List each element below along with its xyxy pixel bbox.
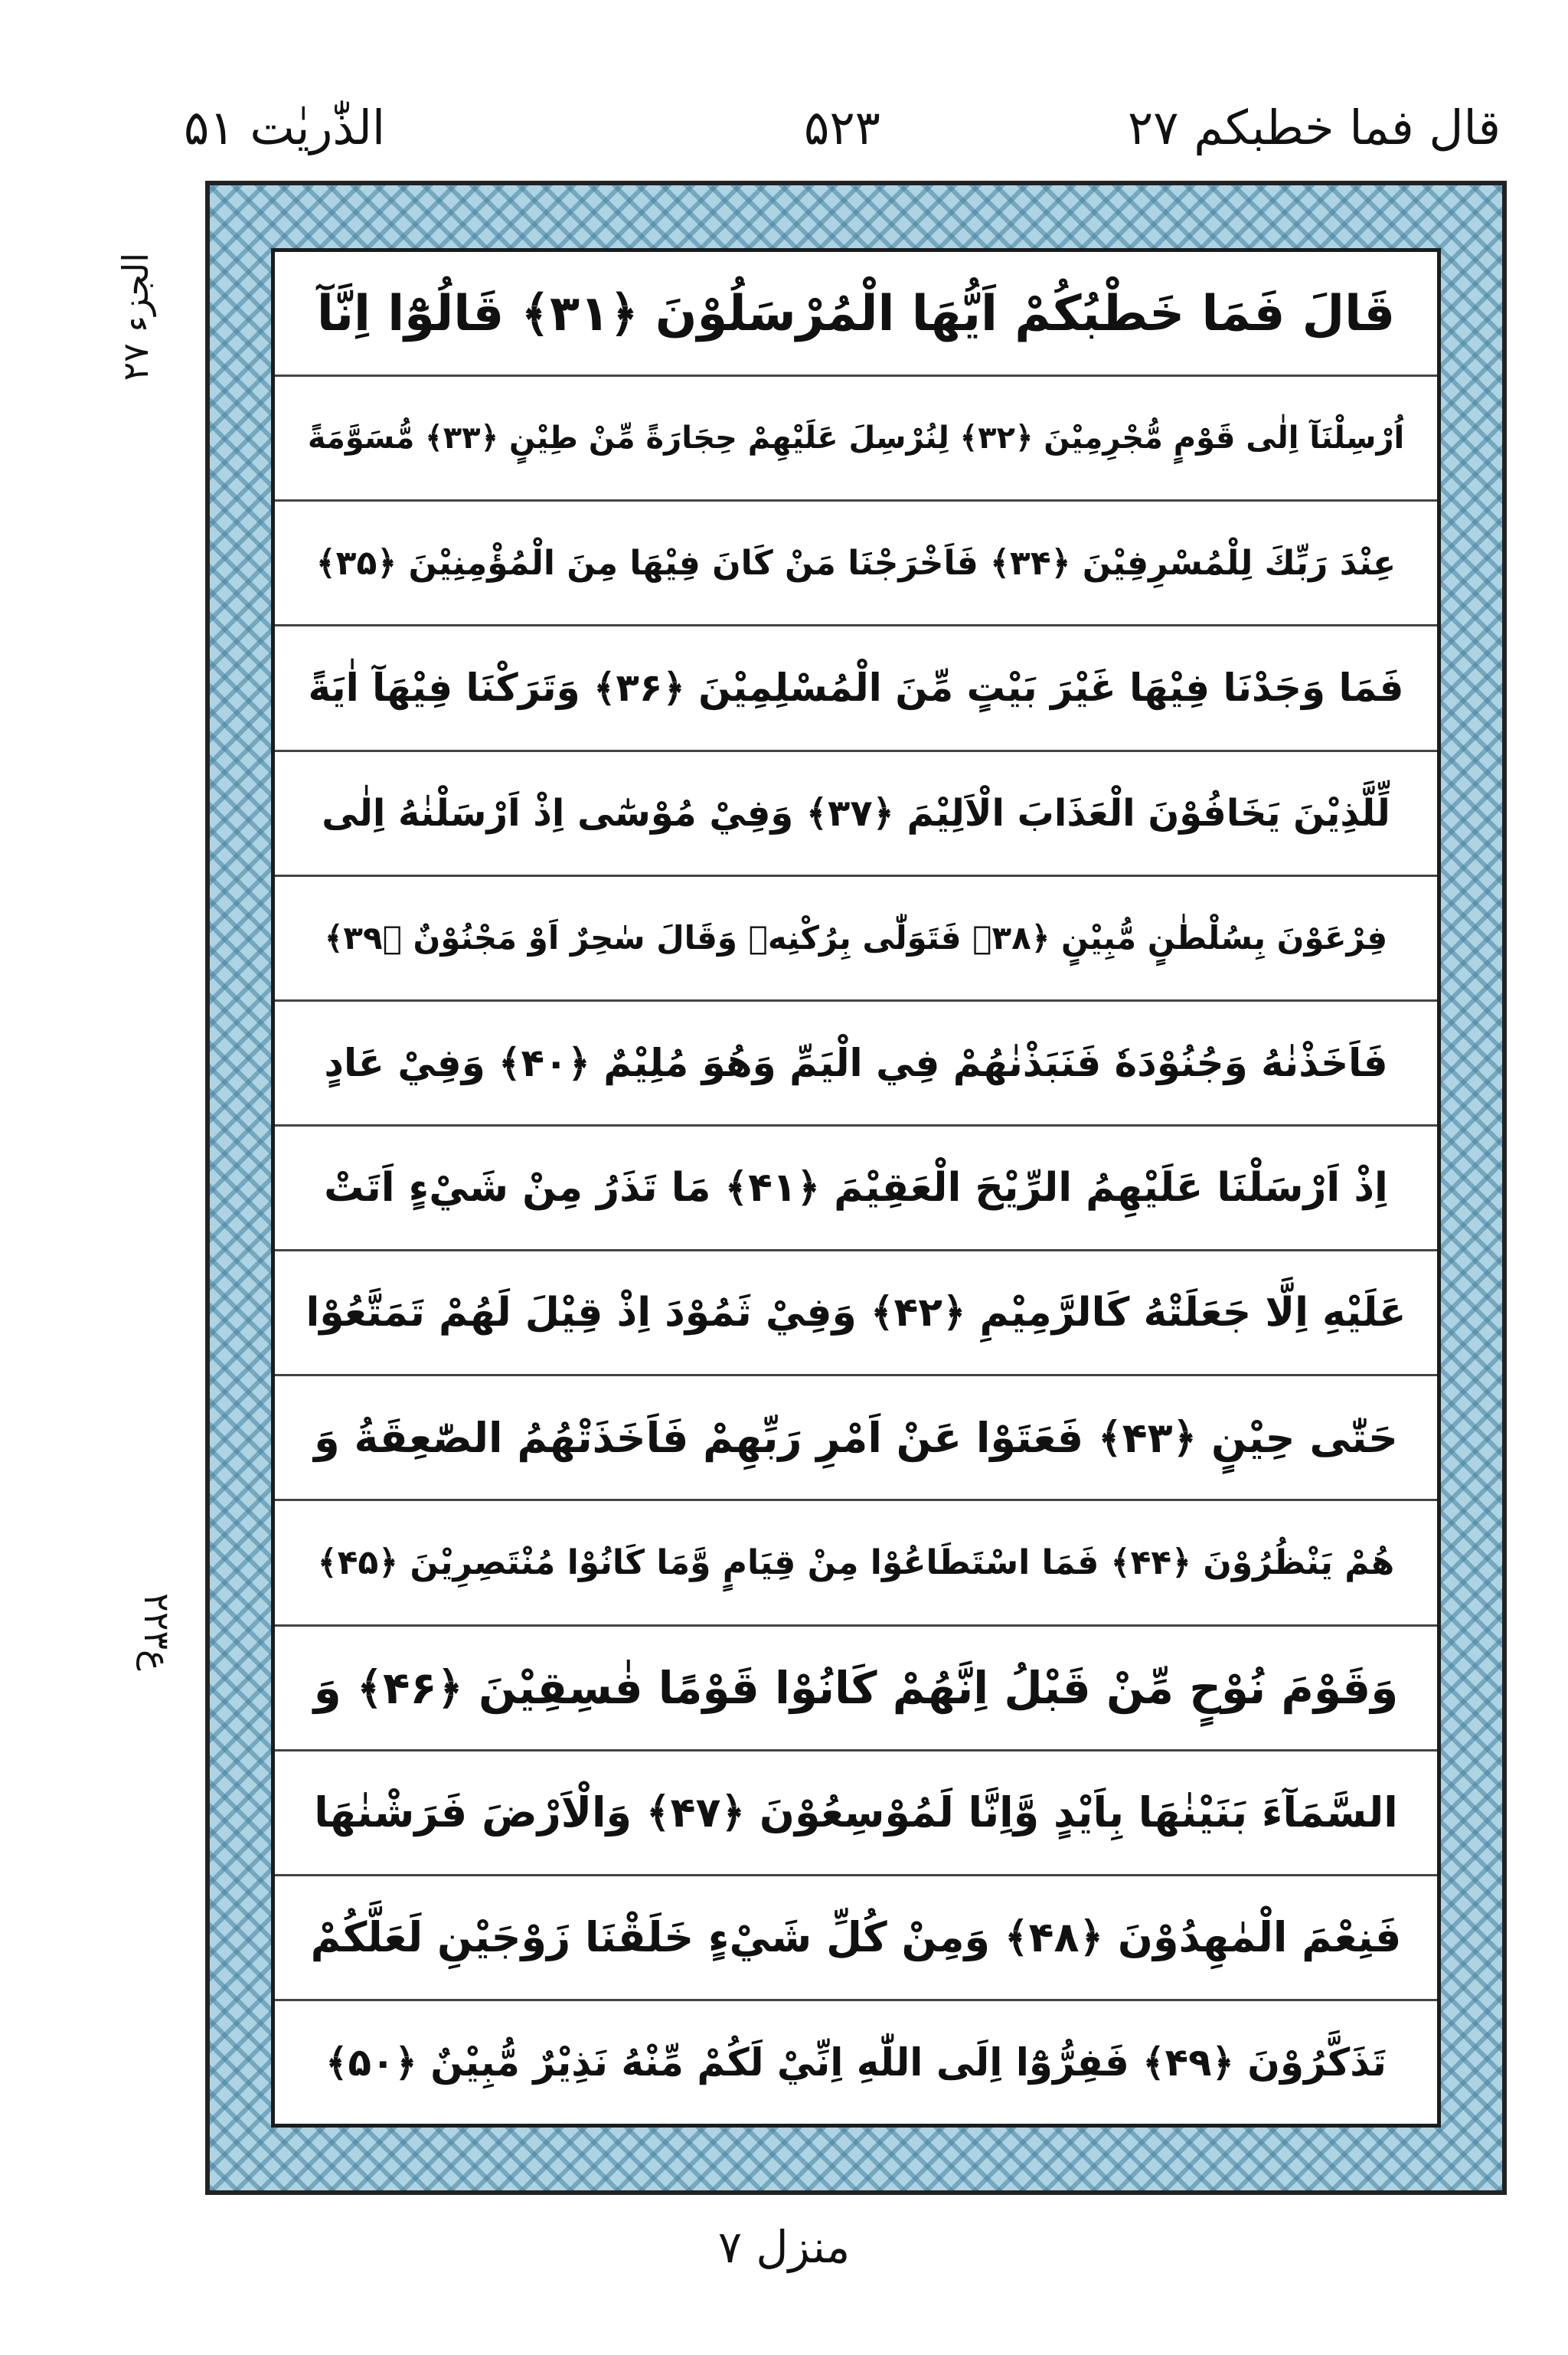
verse-line: اُرْسِلْنَآ اِلٰى قَوْمٍ مُّجْرِمِيْنَ ﴿۳۲﴾ لِنُرْسِلَ عَلَيْهِمْ حِجَارَةً مِّنْ طِيْنٍ ﴿۳۳﴾ مُّسَوَّمَةً — [275, 377, 1437, 502]
verse-line: فَاَخَذْنٰهُ وَجُنُوْدَهٗ فَنَبَذْنٰهُمْ فِي الْيَمِّ وَهُوَ مُلِيْمٌ ﴿۴۰﴾ وَفِيْ عَادٍ — [275, 1002, 1437, 1127]
quran-text-panel — [271, 248, 1441, 2128]
verse-line: فِرْعَوْنَ بِسُلْطٰنٍ مُّبِيْنٍ ﴿۳۸﴾ فَتَوَلّٰى بِرُكْنِهٖ وَقَالَ سٰحِرٌ اَوْ مَجْنُوْنٌ ﴿۳۹﴾ — [275, 877, 1437, 1002]
verse-line: تَذَكَّرُوْنَ ﴿۴۹﴾ فَفِرُّوْٓا اِلَى اللّٰهِ اِنِّيْ لَكُمْ مِّنْهُ نَذِيْرٌ مُّبِيْنٌ ﴿۵۰﴾ — [325, 2040, 1387, 2085]
ruku-marker: ۲ع۲۳ — [136, 1593, 178, 1671]
juz-title: قال فما خطبکم ۲۷ — [1127, 100, 1501, 155]
verse-line: السَّمَآءَ بَنَيْنٰهَا بِاَيْدٍ وَّاِنَّا لَمُوْسِعُوْنَ ﴿۴۷﴾ وَالْاَرْضَ فَرَشْنٰهَا — [275, 1752, 1437, 1876]
verse-line: قَالَ فَمَا خَطْبُكُمْ اَيُّهَا الْمُرْسَلُوْنَ ﴿۳۱﴾ قَالُوْٓا اِنَّآ — [275, 252, 1437, 377]
verse-line: هُمْ يَنْظُرُوْنَ ﴿۴۴﴾ فَمَا اسْتَطَاعُوْا مِنْ قِيَامٍ وَّمَا كَانُوْا مُنْتَصِرِيْنَ ﴿۴۵﴾ — [275, 1501, 1437, 1626]
verse-line: عَلَيْهِ اِلَّا جَعَلَتْهُ كَالرَّمِيْمِ ﴿۴۲﴾ وَفِيْ ثَمُوْدَ اِذْ قِيْلَ لَهُمْ تَمَتَّعُوْا — [275, 1251, 1437, 1376]
verse-line: اِذْ اَرْسَلْنَا عَلَيْهِمُ الرِّيْحَ الْعَقِيْمَ ﴿۴۱﴾ مَا تَذَرُ مِنْ شَيْءٍ اَتَتْ — [275, 1127, 1437, 1251]
manzil-footer: منزل ۷ — [717, 2221, 851, 2273]
page-header — [184, 100, 1501, 176]
juz-marker: الجزء ۲۷ — [115, 253, 156, 381]
surah-title: الذّٰریٰت ۵۱ — [184, 100, 386, 155]
verse-line: لِّلَّذِيْنَ يَخَافُوْنَ الْعَذَابَ الْاَلِيْمَ ﴿۳۷﴾ وَفِيْ مُوْسٰٓى اِذْ اَرْسَلْنٰهُ اِلٰى — [275, 752, 1437, 877]
ornamental-border — [205, 181, 1507, 2195]
verse-line: حَتّٰى حِيْنٍ ﴿۴۳﴾ فَعَتَوْا عَنْ اَمْرِ رَبِّهِمْ فَاَخَذَتْهُمُ الصّٰعِقَةُ وَ — [275, 1376, 1437, 1501]
verse-line: فَمَا وَجَدْنَا فِيْهَا غَيْرَ بَيْتٍ مِّنَ الْمُسْلِمِيْنَ ﴿۳۶﴾ وَتَرَكْنَا فِيْهَآ اٰيَةً — [275, 626, 1437, 751]
page-number: ۵۲۳ — [804, 100, 880, 155]
verse-line: عِنْدَ رَبِّكَ لِلْمُسْرِفِيْنَ ﴿۳۴﴾ فَاَخْرَجْنَا مَنْ كَانَ فِيْهَا مِنَ الْمُؤْمِنِيْنَ ﴿۳۵﴾ — [275, 502, 1437, 626]
verse-line: فَنِعْمَ الْمٰهِدُوْنَ ﴿۴۸﴾ وَمِنْ كُلِّ شَيْءٍ خَلَقْنَا زَوْجَيْنِ لَعَلَّكُمْ — [275, 1876, 1437, 2001]
verse-line: وَقَوْمَ نُوْحٍ مِّنْ قَبْلُ اِنَّهُمْ كَانُوْا قَوْمًا فٰسِقِيْنَ ﴿۴۶﴾ وَ — [275, 1627, 1437, 1752]
